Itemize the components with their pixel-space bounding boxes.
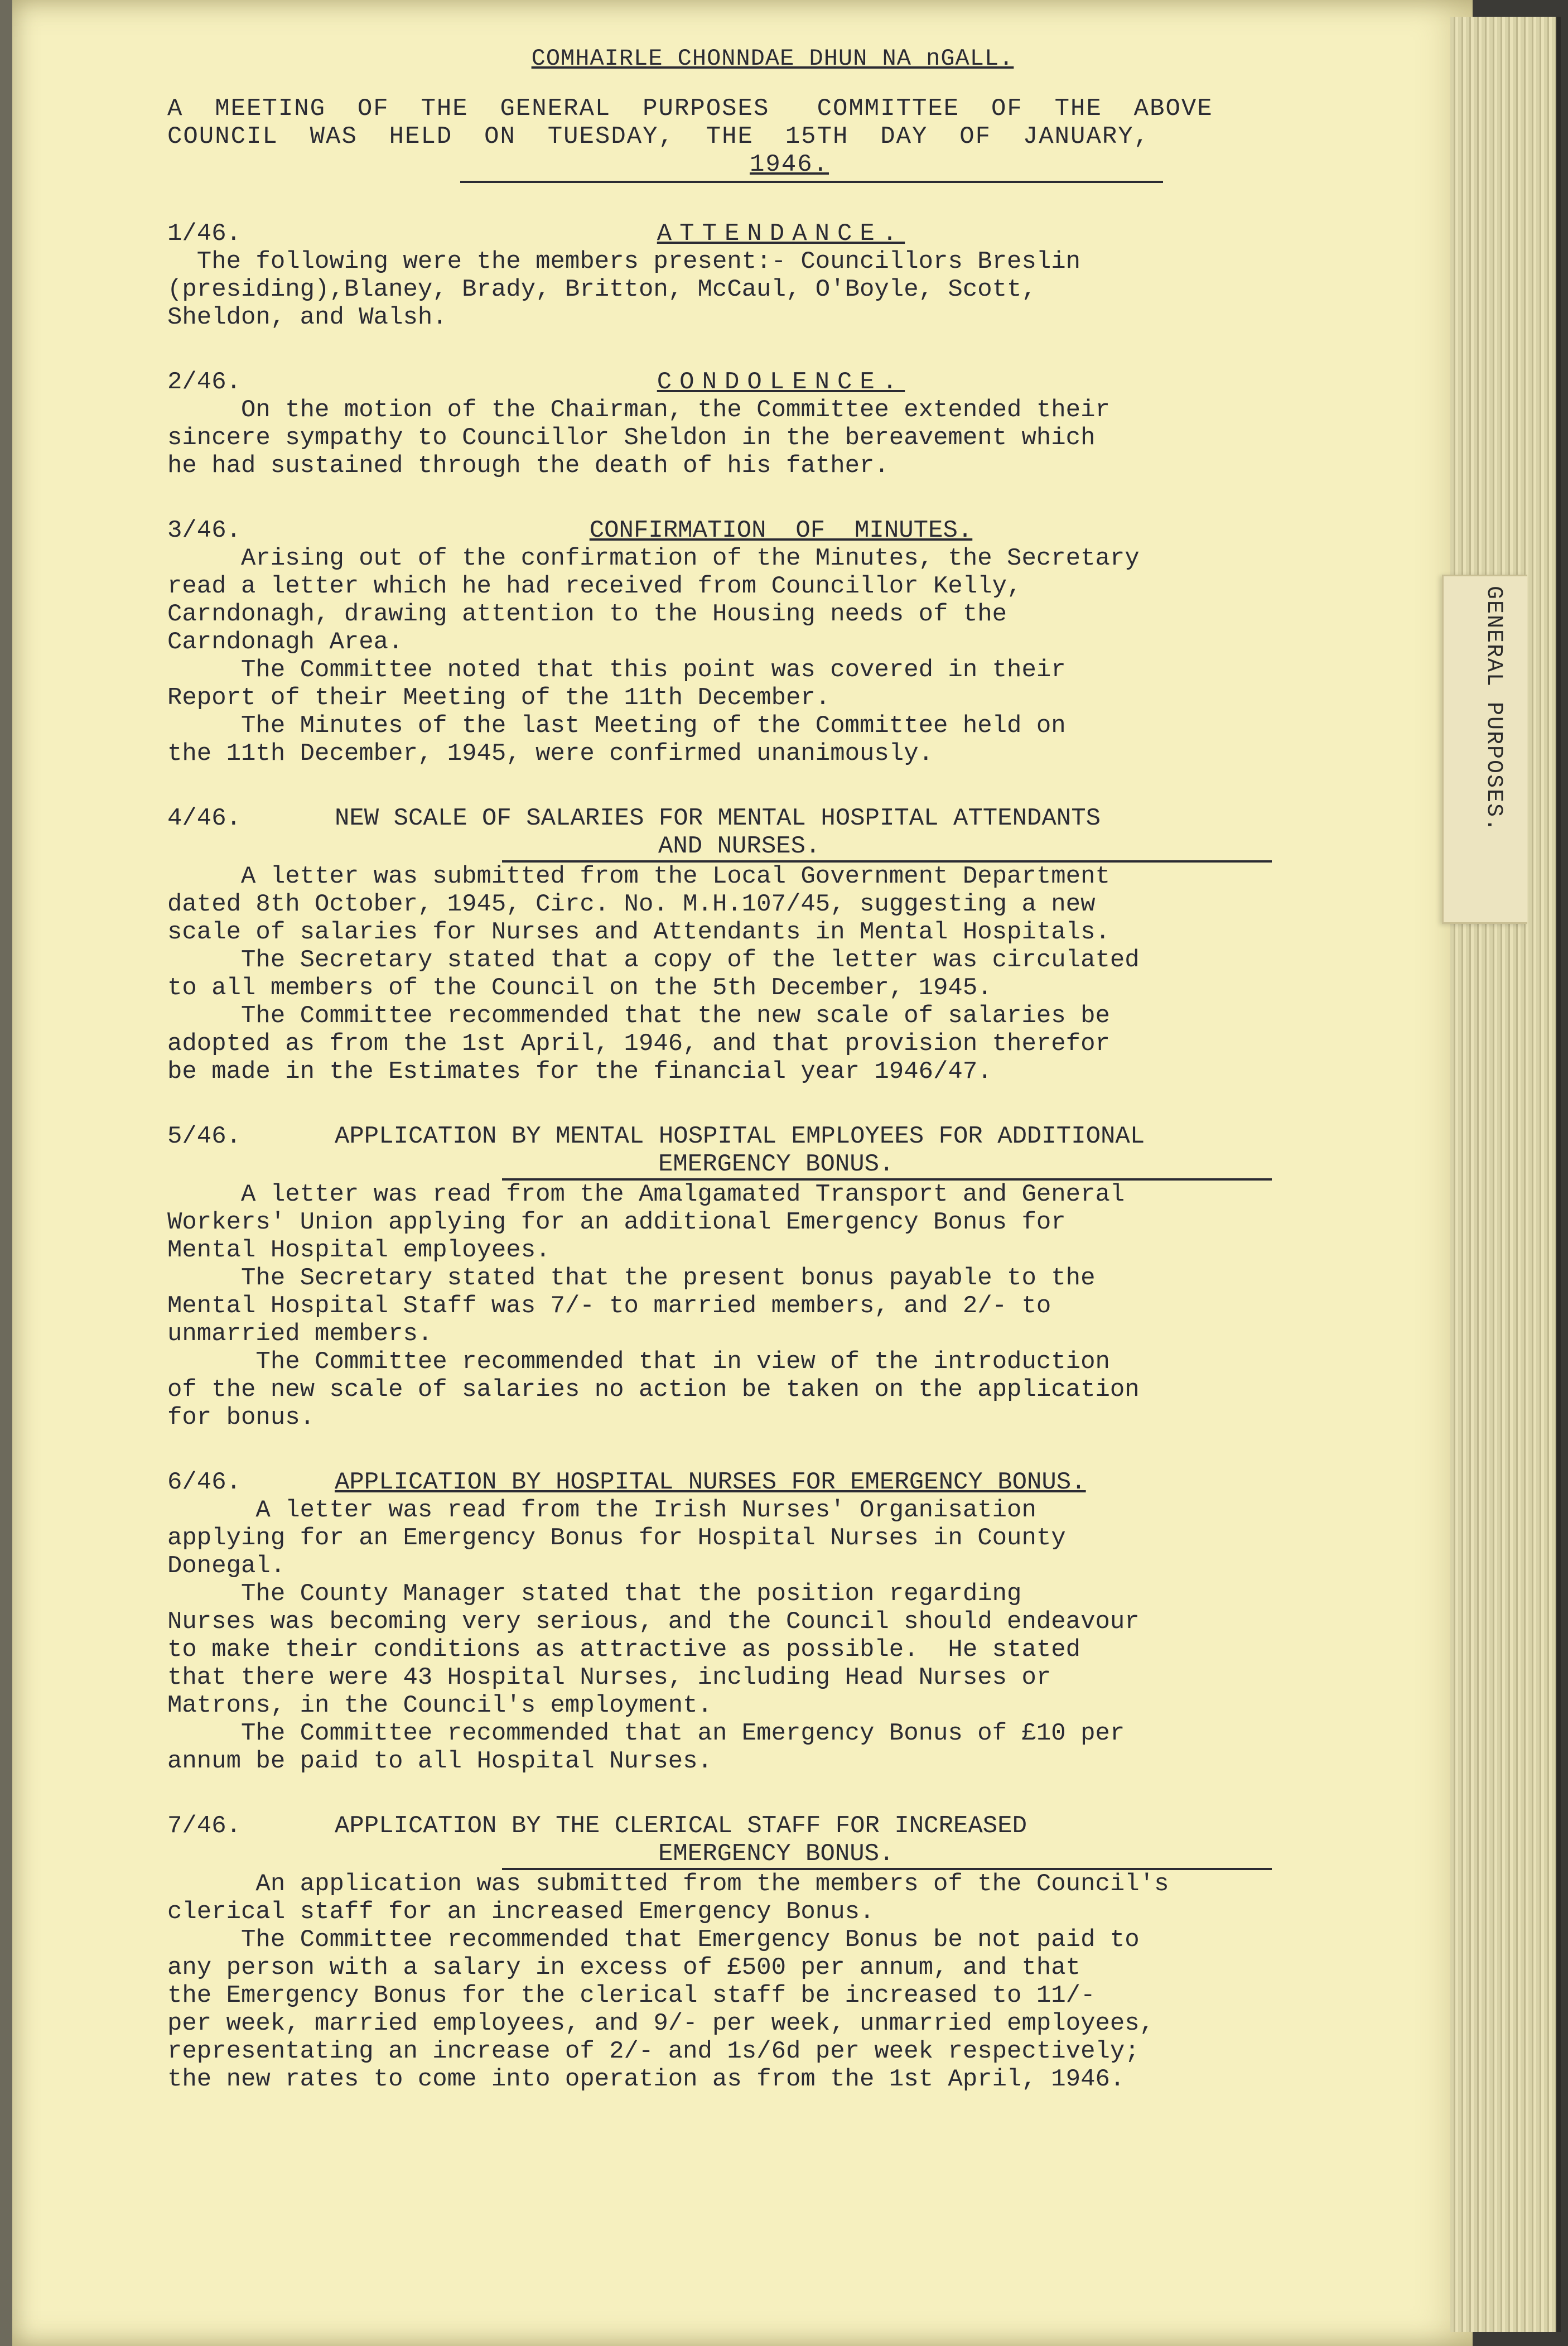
minute-text: for bonus. [167, 1404, 315, 1432]
minute-title: APPLICATION BY MENTAL HOSPITAL EMPLOYEES FOR ADDITIONAL [335, 1123, 1145, 1150]
minute-text: A letter was submitted from the Local Government Department [167, 863, 1110, 890]
minute-text: Carndonagh Area. [167, 628, 403, 656]
minute-text: The Committee recommended that Emergency Bonus be not paid to [167, 1926, 1140, 1954]
minute-text: The following were the members present:- Councillors Breslin [167, 248, 1081, 276]
minute-text: any person with a salary in excess of £500 per annum, and that [167, 1954, 1081, 1982]
minute-title: NEW SCALE OF SALARIES FOR MENTAL HOSPITAL ATTENDANTS [335, 805, 1101, 832]
minute-text: The Secretary stated that a copy of the letter was circulated [167, 946, 1140, 974]
minute-text: read a letter which he had received from Councillor Kelly, [167, 572, 1022, 600]
minute-number: 2/46. [167, 368, 242, 396]
minutes-document [167, 45, 1344, 2093]
minute-title: ATTENDANCE. [657, 220, 905, 248]
minute-item-confirmation [167, 517, 1344, 768]
minute-number: 7/46. [167, 1812, 242, 1840]
minute-text: scale of salaries for Nurses and Attendants in Mental Hospitals. [167, 918, 1110, 946]
minute-item-condolence [167, 368, 1344, 480]
minute-text: Sheldon, and Walsh. [167, 304, 447, 331]
minute-text: Mental Hospital Staff was 7/- to married members, and 2/- to [167, 1292, 1051, 1320]
minute-text: unmarried members. [167, 1320, 433, 1348]
binding-edge [0, 0, 12, 2346]
meeting-line: A MEETING OF THE GENERAL PURPOSES COMMITTEE OF THE ABOVE [167, 95, 1213, 123]
minute-text: Arising out of the confirmation of the Minutes, the Secretary [167, 545, 1140, 572]
minute-text: the Emergency Bonus for the clerical staff be increased to 11/- [167, 1982, 1096, 2010]
minute-text: (presiding),Blaney, Brady, Britton, McCaul, O'Boyle, Scott, [167, 276, 1036, 304]
minute-title: CONDOLENCE. [657, 368, 905, 396]
minute-subtitle: EMERGENCY BONUS. [502, 1840, 1272, 1870]
minute-text: applying for an Emergency Bonus for Hospital Nurses in County [167, 1524, 1066, 1552]
meeting-heading [167, 95, 1344, 183]
minute-text: The Secretary stated that the present bonus payable to the [167, 1264, 1096, 1292]
minute-text: sincere sympathy to Councillor Sheldon in the bereavement which [167, 424, 1096, 452]
book-page-edges [1450, 17, 1561, 2332]
minute-item-salaries [167, 805, 1344, 1086]
minute-text: Carndonagh, drawing attention to the Housing needs of the [167, 600, 1007, 628]
minute-text: An application was submitted from the members of the Council's [167, 1870, 1169, 1898]
minute-text: to all members of the Council on the 5th December, 1945. [167, 974, 992, 1002]
meeting-line: COUNCIL WAS HELD ON TUESDAY, THE 15TH DAY OF JANUARY, [167, 123, 1150, 151]
minute-text: the new rates to come into operation as from the 1st April, 1946. [167, 2065, 1125, 2093]
minute-text: Workers' Union applying for an additional Emergency Bonus for [167, 1208, 1066, 1236]
minute-text: he had sustained through the death of his father. [167, 452, 889, 480]
minute-text: The Minutes of the last Meeting of the Committee held on [167, 712, 1066, 740]
minute-text: to make their conditions as attractive as possible. He stated [167, 1636, 1081, 1664]
minute-text: adopted as from the 1st April, 1946, and that provision therefor [167, 1030, 1110, 1058]
heading-rule [460, 181, 1163, 183]
minute-item-nurses-bonus [167, 1468, 1344, 1775]
minute-text: of the new scale of salaries no action be taken on the application [167, 1376, 1140, 1404]
minute-subtitle: EMERGENCY BONUS. [502, 1150, 1272, 1181]
minute-number: 3/46. [167, 517, 242, 545]
minute-title: APPLICATION BY THE CLERICAL STAFF FOR INCREASED [335, 1812, 1027, 1840]
minute-text: clerical staff for an increased Emergency Bonus. [167, 1898, 875, 1926]
minute-item-attendance [167, 220, 1344, 331]
minute-text: Donegal. [167, 1552, 286, 1580]
minute-text: A letter was read from the Amalgamated Transport and General [167, 1181, 1125, 1208]
minute-text: be made in the Estimates for the financial year 1946/47. [167, 1058, 992, 1086]
minute-text: The Committee recommended that an Emergency Bonus of £10 per [167, 1719, 1125, 1747]
minute-text: per week, married employees, and 9/- per week, unmarried employees, [167, 2010, 1155, 2037]
minute-text: The Committee noted that this point was covered in their [167, 656, 1066, 684]
minute-text: Nurses was becoming very serious, and the Council should endeavour [167, 1608, 1140, 1636]
section-tab-label: GENERAL PURPOSES. [1481, 586, 1506, 833]
council-title: COMHAIRLE CHONNDAE DHUN NA nGALL. [531, 45, 1014, 72]
minute-text: The Committee recommended that the new scale of salaries be [167, 1002, 1110, 1030]
minute-item-clerical-bonus [167, 1812, 1344, 2093]
minute-text: Mental Hospital employees. [167, 1236, 551, 1264]
minute-number: 5/46. [167, 1123, 242, 1150]
minute-number: 1/46. [167, 220, 242, 248]
meeting-year: 1946. [749, 151, 829, 179]
minute-text: Report of their Meeting of the 11th December. [167, 684, 831, 712]
minute-text: A letter was read from the Irish Nurses' Organisation [167, 1496, 1036, 1524]
minute-text: that there were 43 Hospital Nurses, including Head Nurses or [167, 1664, 1051, 1692]
minute-text: On the motion of the Chairman, the Committee extended their [167, 396, 1110, 424]
minute-text: The County Manager stated that the position regarding [167, 1580, 1022, 1608]
minute-title: APPLICATION BY HOSPITAL NURSES FOR EMERGENCY BONUS. [335, 1468, 1086, 1496]
minute-text: the 11th December, 1945, were confirmed unanimously. [167, 740, 934, 768]
minute-text: dated 8th October, 1945, Circ. No. M.H.107/45, suggesting a new [167, 890, 1096, 918]
minute-number: 6/46. [167, 1468, 242, 1496]
minute-item-mental-hospital-bonus [167, 1123, 1344, 1432]
minute-text: Matrons, in the Council's employment. [167, 1692, 712, 1719]
minute-text: annum be paid to all Hospital Nurses. [167, 1747, 712, 1775]
minute-subtitle: AND NURSES. [502, 832, 1272, 863]
minute-text: The Committee recommended that in view of the introduction [167, 1348, 1110, 1376]
minute-text: representating an increase of 2/- and 1s/6d per week respectively; [167, 2037, 1140, 2065]
minute-number: 4/46. [167, 805, 242, 832]
minute-title: CONFIRMATION OF MINUTES. [589, 517, 973, 545]
